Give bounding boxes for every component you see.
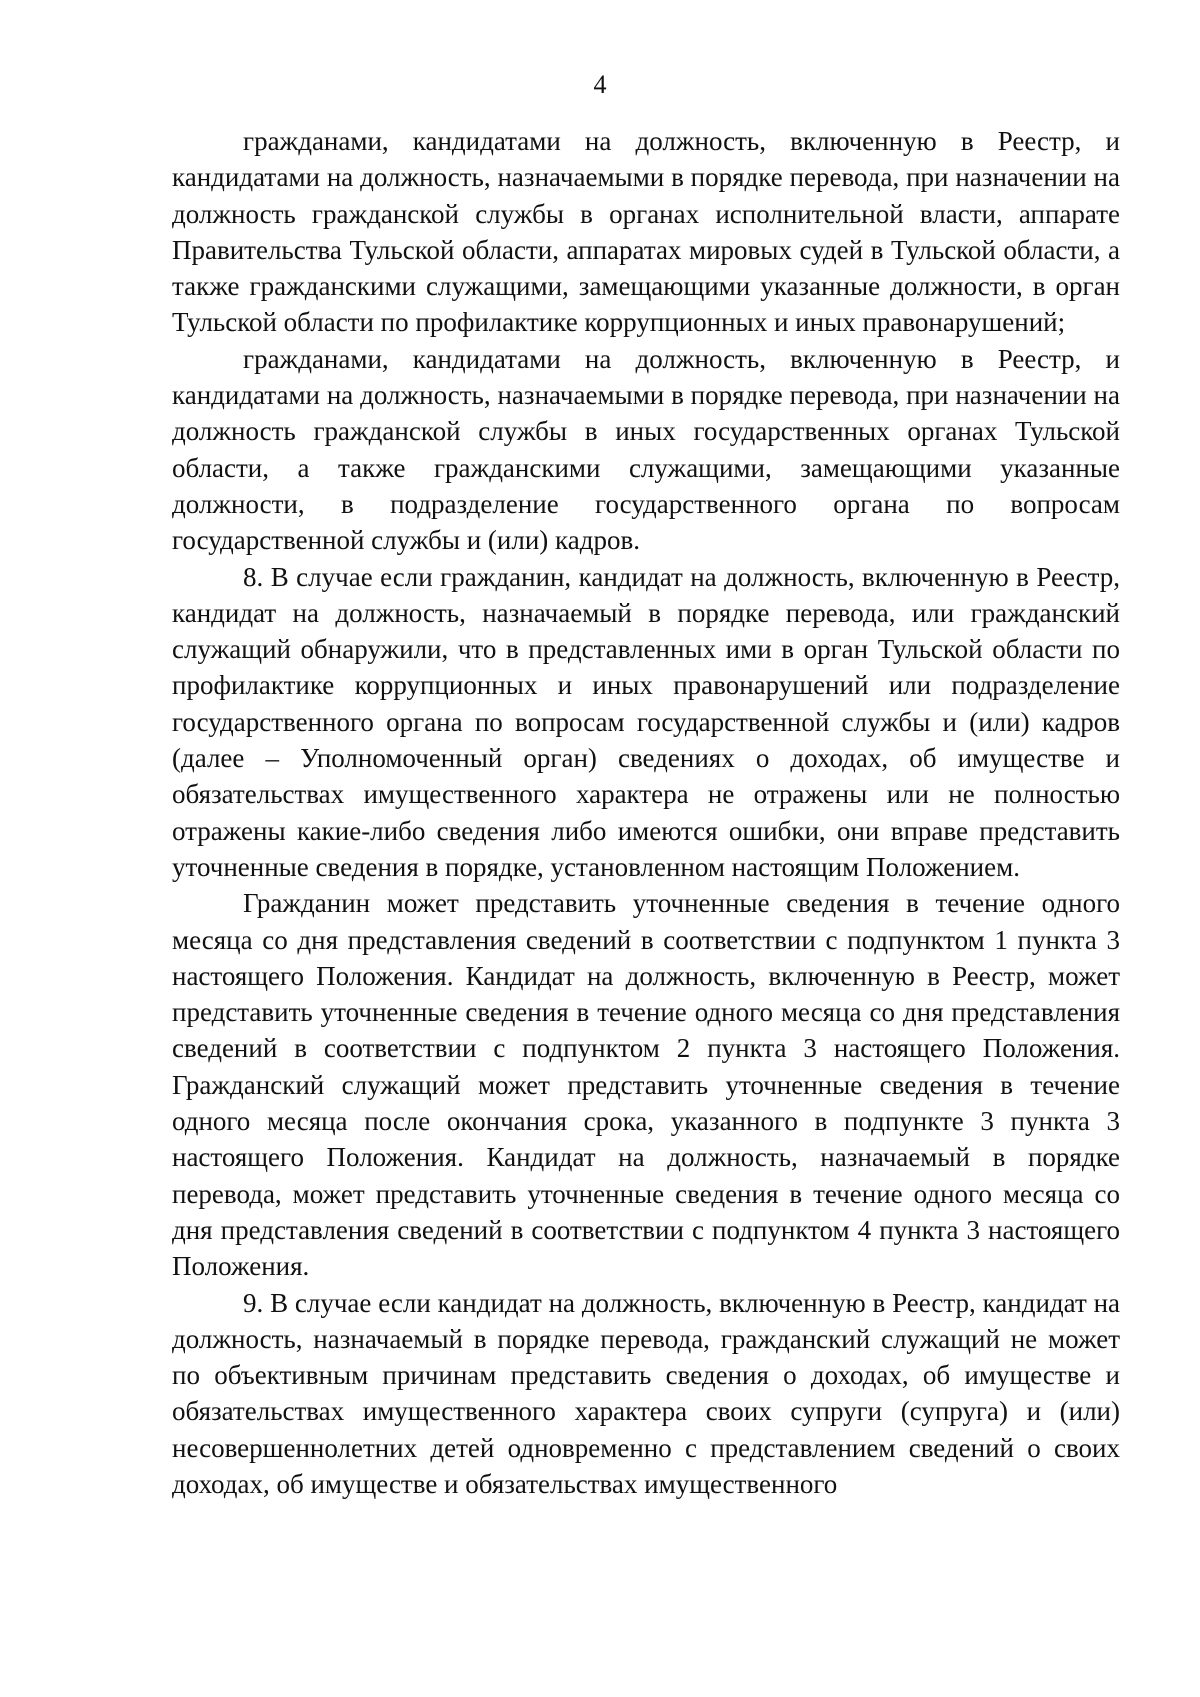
paragraph-citizens-anticorruption-organ: гражданами, кандидатами на должность, включенную в Реестр, и кандидатами на должность, назначаемыми в порядке перевода, при назначении на должность гражданской службы в органах исполнительной власти, аппарате Правительства Тульской области, аппаратах мировых судей в Тульской области, а также гражданскими служащими, замещающими указанные должности, в орган Тульской области по профилактике коррупционных и иных правонарушений; [172,126,1120,338]
document-body [172,123,1120,1502]
page-number: 4 [593,70,607,99]
paragraph-clause-9: 9. В случае если кандидат на должность, включенную в Реестр, кандидат на должность, назначаемый в порядке перевода, гражданский служащий не может по объективным причинам представить сведения о доходах, об имуществе и обязательствах имущественного характера своих супруги (супруга) и (или) несовершеннолетних детей одновременно с представлением сведений о своих доходах, об имуществе и обязательствах имущественного [172,1287,1120,1499]
paragraph-citizens-hr-subdivision: гражданами, кандидатами на должность, включенную в Реестр, и кандидатами на должность, назначаемыми в порядке перевода, при назначении на должность гражданской службы в иных государственных органах Тульской области, а также гражданскими служащими, замещающими указанные должности, в подразделение государственного органа по вопросам государственной службы и (или) кадров. [172,343,1120,556]
paragraph-clause-8: 8. В случае если гражданин, кандидат на должность, включенную в Реестр, кандидат на должность, назначаемый в порядке перевода, или гражданский служащий обнаружили, что в представленных ими в орган Тульской области по профилактике коррупционных и иных правонарушений или подразделение государственного органа по вопросам государственной службы и (или) кадров (далее – Уполномоченный орган) сведениях о доходах, об имуществе и обязательствах имущественного характера не отражены или не полностью отражены какие-либо сведения либо имеются ошибки, они вправе представить уточненные сведения в порядке, установленном настоящим Положением. [172,561,1120,882]
paragraph-clarified-info-deadlines: Гражданин может представить уточненные сведения в течение одного месяца со дня представления сведений в соответствии с подпунктом 1 пункта 3 настоящего Положения. Кандидат на должность, включенную в Реестр, может представить уточненные сведения в течение одного месяца со дня представления сведений в соответствии с подпунктом 2 пункта 3 настоящего Положения. Гражданский служащий может представить уточненные сведения в течение одного месяца после окончания срока, указанного в подпункте 3 пункта 3 настоящего Положения. Кандидат на должность, назначаемый в порядке перевода, может представить уточненные сведения в течение одного месяца со дня представления сведений в соответствии с подпунктом 4 пункта 3 настоящего Положения. [172,888,1120,1282]
